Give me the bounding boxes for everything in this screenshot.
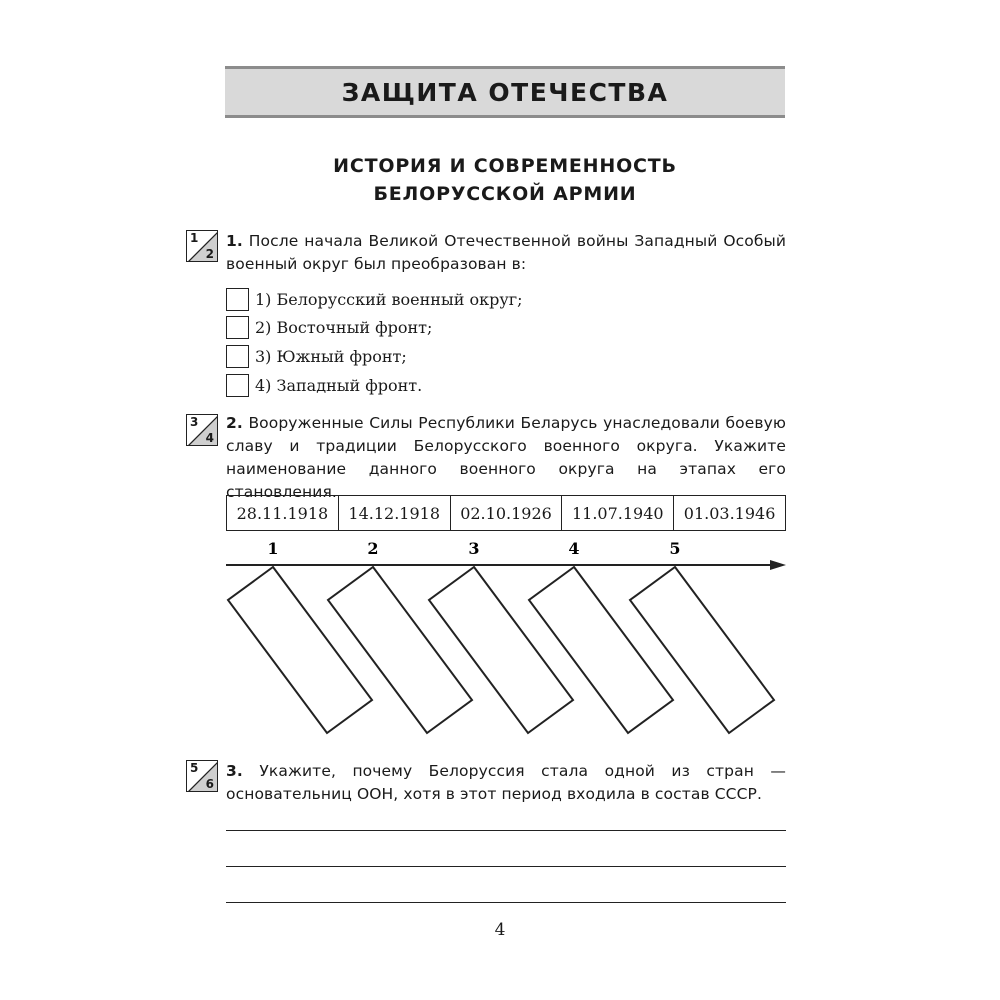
question-body: Вооруженные Силы Республики Беларусь унаследовали боевую славу и традиции Белорусского военного округа. Укажите наименование данного военного округа на этапах его становления. (226, 414, 786, 501)
answer-line[interactable] (226, 902, 786, 903)
level-number-high: 4 (205, 431, 214, 445)
stage-number: 3 (468, 539, 480, 558)
page-number: 4 (494, 920, 506, 940)
date-cell: 01.03.1946 (683, 503, 776, 523)
difficulty-level-badge (186, 760, 218, 792)
answer-line[interactable] (226, 866, 786, 867)
answer-line[interactable] (226, 830, 786, 831)
level-number-low: 3 (190, 415, 199, 429)
question-body: После начала Великой Отечественной войны Западный Особый военный округ был преобразован в: (226, 232, 787, 273)
stage-number: 5 (669, 539, 681, 558)
level-number-low: 1 (190, 231, 199, 245)
question-number: 1. (226, 232, 243, 250)
stage-number: 2 (367, 539, 379, 558)
date-cell: 14.12.1918 (339, 496, 451, 530)
date-cell: 11.07.1940 (562, 496, 674, 530)
chapter-title: ЗАЩИТА ОТЕЧЕСТВА (341, 77, 669, 107)
answer-label: 1) Белорусский военный округ; (255, 289, 523, 309)
question-body: Укажите, почему Белоруссия стала одной из стран — основательниц ООН, хотя в этот период входила в состав СССР. (226, 762, 786, 803)
level-number-low: 5 (190, 761, 199, 775)
level-number-high: 2 (205, 247, 214, 261)
answer-label: 4) Западный фронт. (255, 375, 423, 395)
level-number-high: 6 (205, 777, 214, 791)
stage-number: 4 (568, 539, 580, 558)
section-title-line-1: ИСТОРИЯ И СОВРЕМЕННОСТЬ (333, 155, 677, 177)
timeline-arrow-icon (770, 560, 786, 570)
section-title-line-2: БЕЛОРУССКОЙ АРМИИ (373, 183, 637, 205)
date-cell: 28.11.1918 (227, 496, 339, 530)
question-number: 3. (226, 762, 243, 780)
answer-label: 2) Восточный фронт; (255, 317, 433, 337)
date-cell: 02.10.1926 (451, 496, 563, 530)
question-number: 2. (226, 414, 243, 432)
answer-label: 3) Южный фронт; (255, 346, 407, 366)
question-3-text (226, 760, 786, 806)
stage-number: 1 (267, 539, 279, 558)
